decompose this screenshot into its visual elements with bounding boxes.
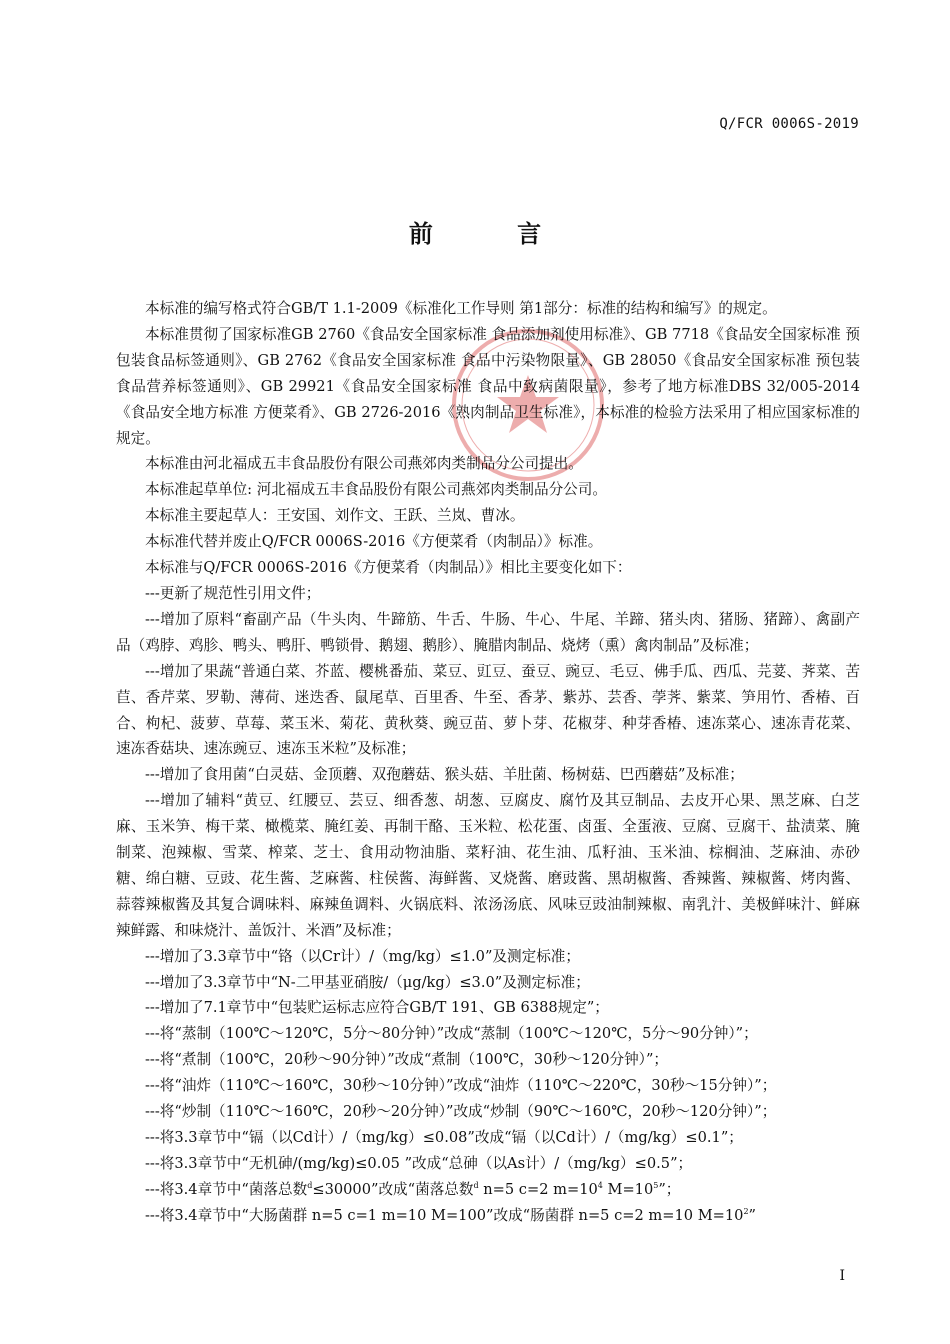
paragraph: 本标准起草单位: 河北福成五丰食品股份有限公司燕郊肉类制品分公司。 (145, 481, 607, 499)
paragraph: 本标准由河北福成五丰食品股份有限公司燕郊肉类制品分公司提出。 (145, 455, 583, 473)
paragraph: 本标准主要起草人：王安国、刘作文、王跃、兰岚、曹冰。 (145, 507, 525, 525)
change-item: ---增加了原料“畜副产品（牛头肉、牛蹄筋、牛舌、牛肠、牛心、牛尾、羊蹄、猪头肉、猪肠、猪蹄）、禽副产品（鸡脖、鸡胗、鸭头、鸭肝、鸭锁骨、鹅翅、鹅胗）、腌腊肉制品、烧烤（熏）禽肉制品”及标准； (116, 610, 860, 654)
change-item: ---增加了辅料“黄豆、红腰豆、芸豆、细香葱、胡葱、豆腐皮、腐竹及其豆制品、去皮开心果、黑芝麻、白芝麻、玉米笋、梅干菜、橄榄菜、腌红姜、再制干酪、玉米粒、松花蛋、卤蛋、全蛋液、豆腐、豆腐干、盐渍菜、腌制菜、泡辣椒、雪菜、榨菜、芝士、食用动物油脂、菜籽油、花生油、瓜籽油、玉米油、棕榈油、芝麻油、赤砂糖、绵白糖、豆豉、花生酱、芝麻酱、柱侯酱、海鲜酱、叉烧酱、磨豉酱、黑胡椒酱、香辣酱、辣椒酱、烤肉酱、蒜蓉辣椒酱及其复合调味料、麻辣鱼调料、火锅底料、浓汤汤底、风味豆豉油制辣椒、南乳汁、美极鲜味汁、鲜麻辣鲜露、和味烧汁、盖饭汁、米酒”及标准； (116, 792, 860, 939)
change-item: ---增加了7.1章节中“包装贮运标志应符合GB/T 191、GB 6388规定”； (145, 999, 609, 1017)
change-item-coliform (116, 1203, 860, 1229)
superscript: 2 (743, 1206, 749, 1216)
change-item-colony-count (116, 1177, 860, 1203)
text-fragment: ”； (658, 1180, 681, 1198)
page-title: 前 言 (408, 220, 580, 248)
text-fragment: ” (748, 1206, 757, 1224)
superscript: 4 (597, 1180, 603, 1190)
paragraph: 本标准贯彻了国家标准GB 2760《食品安全国家标准 食品添加剂使用标准》、GB 7718《食品安全国家标准 预包装食品标签通则》、GB 2762《食品安全国家标准 食品中污染物限量》、GB 28050《食品安全国家标准 预包装食品营养标签通则》、GB 29921《食品安全国家标准 食品中致病菌限量》，参考了地方标准DBS 32/005-2014《食品安全地方标准 方便菜肴》、GB 2726-2016《熟肉制品卫生标准》，本标准的检验方法采用了相应国家标准的规定。 (116, 325, 860, 447)
text-fragment: ---将3.4章节中“大肠菌群 n=5 c=1 m=10 M=100”改成“肠菌群 n=5 c=2 m=10 M=10 (145, 1206, 744, 1224)
foreword-body (116, 296, 860, 1229)
change-item: ---将“煮制（100℃，20秒～90分钟）”改成“煮制（100℃，30秒～120分钟）”； (145, 1051, 669, 1069)
change-item: ---将“蒸制（100℃～120℃，5分～80分钟）”改成“蒸制（100℃～120℃，5分～90分钟）”； (145, 1025, 758, 1043)
superscript: d (473, 1180, 479, 1190)
superscript: d (307, 1180, 313, 1190)
change-item: ---将3.3章节中“镉（以Cd计）/（mg/kg）≤0.08”改成“镉（以Cd计）/（mg/kg）≤0.1”； (145, 1129, 743, 1146)
page-number: I (839, 1268, 845, 1284)
text-fragment: ---将3.4章节中“菌落总数 (145, 1180, 308, 1198)
change-item: ---增加了果蔬“普通白菜、芥蓝、樱桃番茄、菜豆、豇豆、蚕豆、豌豆、毛豆、佛手瓜、西瓜、芫荽、荠菜、苦苣、香芹菜、罗勒、薄荷、迷迭香、鼠尾草、百里香、牛至、香茅、紫苏、芸香、荸荠、紫菜、笋用竹、香椿、百合、枸杞、菠萝、草莓、菜玉米、菊花、黄秋葵、豌豆苗、萝卜芽、花椒芽、种芽香椿、速冻菜心、速冻青花菜、速冻香菇块、速冻豌豆、速冻玉米粒”及标准； (116, 662, 860, 758)
paragraph: 本标准代替并废止Q/FCR 0006S-2016《方便菜肴（肉制品）》标准。 (145, 533, 603, 551)
text-fragment: ≤30000”改成“菌落总数 (312, 1180, 474, 1198)
change-item: ---增加了食用菌“白灵菇、金顶蘑、双孢蘑菇、猴头菇、羊肚菌、杨树菇、巴西蘑菇”及标准； (145, 766, 744, 784)
paragraph: 本标准与Q/FCR 0006S-2016《方便菜肴（肉制品）》相比主要变化如下： (145, 559, 632, 577)
text-fragment: M=10 (602, 1180, 654, 1198)
change-item: ---增加了3.3章节中“铬（以Cr计）/（mg/kg）≤1.0”及测定标准； (145, 947, 580, 965)
paragraph: 本标准的编写格式符合GB/T 1.1-2009《标准化工作导则 第1部分：标准的结构和编写》的规定。 (145, 300, 777, 317)
document-number: Q/FCR 0006S-2019 (719, 116, 859, 132)
superscript: 5 (653, 1180, 659, 1190)
change-item: ---增加了3.3章节中“N-二甲基亚硝胺/（μg/kg）≤3.0”及测定标准； (145, 973, 590, 991)
text-fragment: n=5 c=2 m=10 (478, 1180, 598, 1198)
change-item: ---将“炒制（110℃～160℃，20秒～20分钟）”改成“炒制（90℃～160℃，20秒～120分钟）”； (145, 1103, 777, 1121)
change-item: ---将“油炸（110℃～160℃，30秒～10分钟）”改成“油炸（110℃～220℃，30秒～15分钟）”； (145, 1077, 777, 1095)
change-item: ---将3.3章节中“无机砷/(mg/kg)≤0.05 ”改成“总砷（以As计）/（mg/kg）≤0.5”； (145, 1154, 693, 1172)
change-item: ---更新了规范性引用文件； (145, 584, 321, 602)
